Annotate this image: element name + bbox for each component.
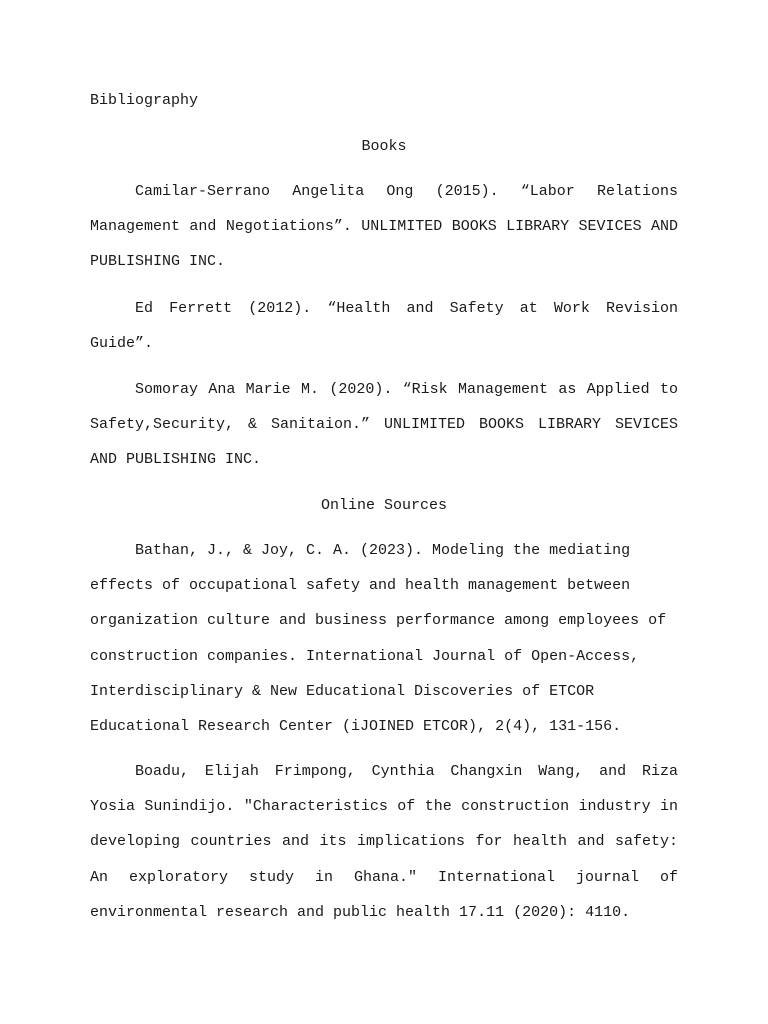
bibliography-entry: Boadu, Elijah Frimpong, Cynthia Changxin Wang, and Riza Yosia Sunindijo. "Characteristics of the construction industry in developing countries and its implications for health and safety: An exploratory study in Ghana." International journal of environmental research and public health 17.11 (2020): 4110. bbox=[90, 763, 678, 921]
section-heading-online-sources: Online Sources bbox=[320, 497, 448, 514]
page-title: Bibliography bbox=[90, 92, 199, 109]
bibliography-entry: Somoray Ana Marie M. (2020). “Risk Management as Applied to Safety,Security, & Sanitaion.” UNLIMITED BOOKS LIBRARY SEVICES AND PUBLISHING INC. bbox=[90, 381, 678, 469]
section-heading-books: Books bbox=[361, 138, 407, 155]
bibliography-entry: Camilar-Serrano Angelita Ong (2015). “Labor Relations Management and Negotiations”. UNLIMITED BOOKS LIBRARY SEVICES AND PUBLISHING INC. bbox=[90, 183, 678, 271]
bibliography-entry: Ed Ferrett (2012). “Health and Safety at Work Revision Guide”. bbox=[90, 300, 678, 353]
bibliography-entry: Bathan, J., & Joy, C. A. (2023). Modeling the mediating effects of occupational safety and health management between organization culture and business performance among employees of construction companies. International Journal of Open-Access, Interdisciplinary & New Educational Discoveries of ETCOR Educational Research Center (iJOINED ETCOR), 2(4), 131-156. bbox=[90, 542, 667, 736]
